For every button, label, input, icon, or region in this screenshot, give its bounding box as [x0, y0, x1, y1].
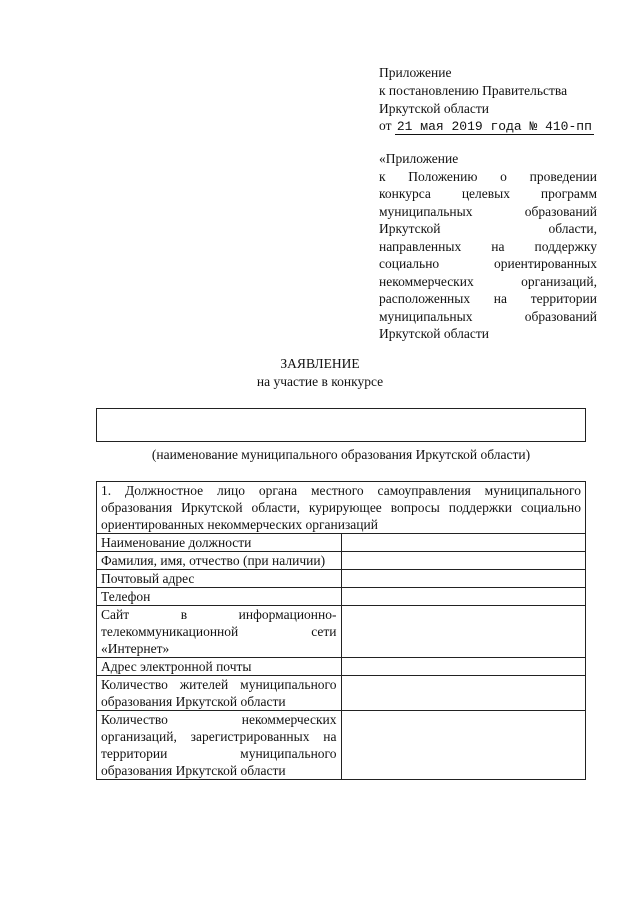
row-value-field[interactable]	[341, 534, 586, 552]
table-row	[97, 711, 586, 780]
table-header-row	[97, 482, 586, 534]
row-label: Адрес электронной почты	[97, 658, 342, 676]
row-label: Фамилия, имя, отчество (при наличии)	[97, 552, 342, 570]
table-row	[97, 606, 586, 658]
row-value-field[interactable]	[341, 658, 586, 676]
row-label: Почтовый адрес	[97, 570, 342, 588]
table-row	[97, 676, 586, 711]
table-row	[97, 658, 586, 676]
row-label: Количество жителей муниципального образования Иркутской области	[97, 676, 342, 711]
date-value: 21 мая 2019 года № 410-пп	[396, 119, 592, 134]
table-row	[97, 570, 586, 588]
document-title: ЗАЯВЛЕНИЕ	[280, 356, 360, 371]
row-value-field[interactable]	[341, 570, 586, 588]
row-label: Сайт в информационно-телекоммуникационной сети «Интернет»	[97, 606, 342, 658]
appendix-line-2: к постановлению Правительства	[379, 83, 568, 98]
row-value-field[interactable]	[341, 711, 586, 780]
row-value-field[interactable]	[341, 676, 586, 711]
sub-appendix-line: некоммерческих организаций,	[379, 273, 597, 289]
sub-appendix	[379, 150, 597, 343]
sub-appendix-line: муниципальных образований	[379, 308, 597, 324]
sub-appendix-line: Иркутской области	[379, 326, 490, 341]
sub-appendix-line: к Положению о проведении	[379, 168, 597, 184]
appendix-line-1: Приложение	[379, 65, 452, 80]
section-header: 1. Должностное лицо органа местного самоуправления муниципального образования Иркутской области, курирующее вопросы поддержки социально ориентированных некоммерческих организаций	[97, 482, 586, 534]
official-info-table	[96, 481, 586, 780]
sub-appendix-line: муниципальных образований	[379, 203, 597, 219]
appendix-date	[379, 117, 594, 135]
sub-appendix-line: «Приложение	[379, 151, 459, 166]
row-value-field[interactable]	[341, 588, 586, 606]
sub-appendix-line: конкурса целевых программ	[379, 186, 597, 201]
sub-appendix-line: социально ориентированных	[379, 256, 597, 271]
appendix-line-3: Иркутской области	[379, 101, 490, 116]
date-prefix: от	[379, 118, 392, 133]
row-label: Количество некоммерческих организаций, зарегистрированных на территории муниципального образования Иркутской области	[97, 711, 342, 780]
sub-appendix-line: направленных на поддержку	[379, 238, 597, 254]
municipality-name-field[interactable]	[96, 408, 586, 442]
document-subtitle: на участие в конкурсе	[256, 374, 384, 389]
sub-appendix-line: Иркутской области,	[379, 221, 597, 236]
table-row	[97, 588, 586, 606]
row-value-field[interactable]	[341, 552, 586, 570]
municipality-caption: (наименование муниципального образования Иркутской области)	[151, 447, 531, 462]
row-value-field[interactable]	[341, 606, 586, 658]
row-label: Наименование должности	[97, 534, 342, 552]
sub-appendix-line: расположенных на территории	[379, 291, 597, 306]
table-row	[97, 534, 586, 552]
row-label: Телефон	[97, 588, 342, 606]
table-row	[97, 552, 586, 570]
